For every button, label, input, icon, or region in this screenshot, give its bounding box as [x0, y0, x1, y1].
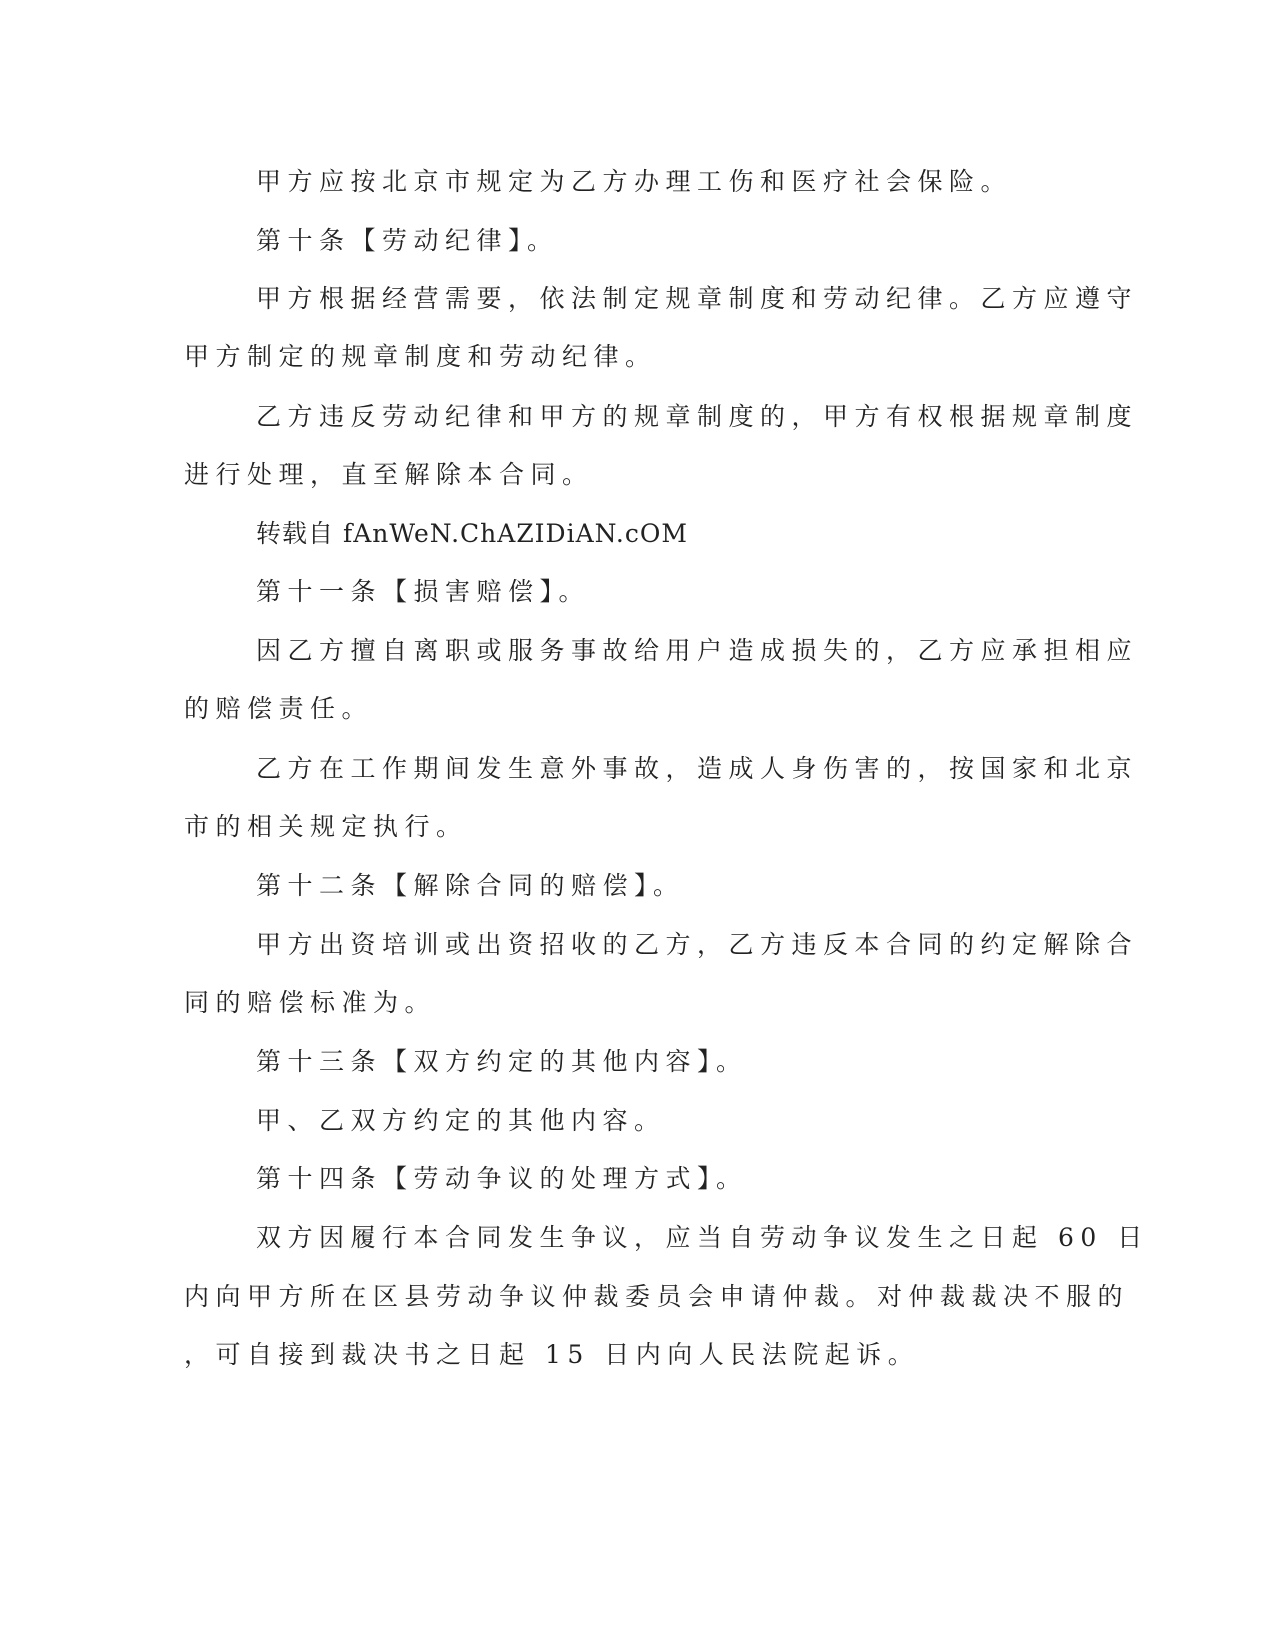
paragraph-line: 甲方根据经营需要，依法制定规章制度和劳动纪律。乙方应遵守	[256, 284, 1139, 313]
paragraph-line: 甲方出资培训或出资招收的乙方，乙方违反本合同的约定解除合	[256, 930, 1139, 959]
article-heading: 第十四条【劳动争议的处理方式】。	[256, 1164, 748, 1193]
paragraph-line: 双方因履行本合同发生争议，应当自劳动争议发生之日起 60 日	[256, 1223, 1149, 1252]
paragraph-line: 同的赔偿标准为。	[184, 988, 437, 1017]
paragraph-line: 甲、乙双方约定的其他内容。	[256, 1106, 666, 1135]
source-note: 转载自 fAnWeN.ChAZIDiAN.cOM	[256, 519, 688, 548]
paragraph-line: ，可自接到裁决书之日起 15 日内向人民法院起诉。	[184, 1340, 920, 1369]
article-heading: 第十二条【解除合同的赔偿】。	[256, 871, 685, 900]
article-heading: 第十条【劳动纪律】。	[256, 226, 559, 255]
paragraph-line: 乙方违反劳动纪律和甲方的规章制度的，甲方有权根据规章制度	[256, 402, 1139, 431]
paragraph-line: 的赔偿责任。	[184, 694, 374, 723]
paragraph-line: 因乙方擅自离职或服务事故给用户造成损失的，乙方应承担相应	[256, 636, 1139, 665]
paragraph-line: 市的相关规定执行。	[184, 812, 468, 841]
paragraph-line: 进行处理，直至解除本合同。	[184, 460, 594, 489]
paragraph-line: 甲方应按北京市规定为乙方办理工伤和医疗社会保险。	[256, 167, 1013, 196]
paragraph-line: 甲方制定的规章制度和劳动纪律。	[184, 342, 657, 371]
paragraph-line: 乙方在工作期间发生意外事故，造成人身伤害的，按国家和北京	[256, 754, 1139, 783]
article-heading: 第十三条【双方约定的其他内容】。	[256, 1047, 748, 1076]
paragraph-line: 内向甲方所在区县劳动争议仲裁委员会申请仲裁。对仲裁裁决不服的	[184, 1282, 1130, 1311]
article-heading: 第十一条【损害赔偿】。	[256, 577, 591, 606]
